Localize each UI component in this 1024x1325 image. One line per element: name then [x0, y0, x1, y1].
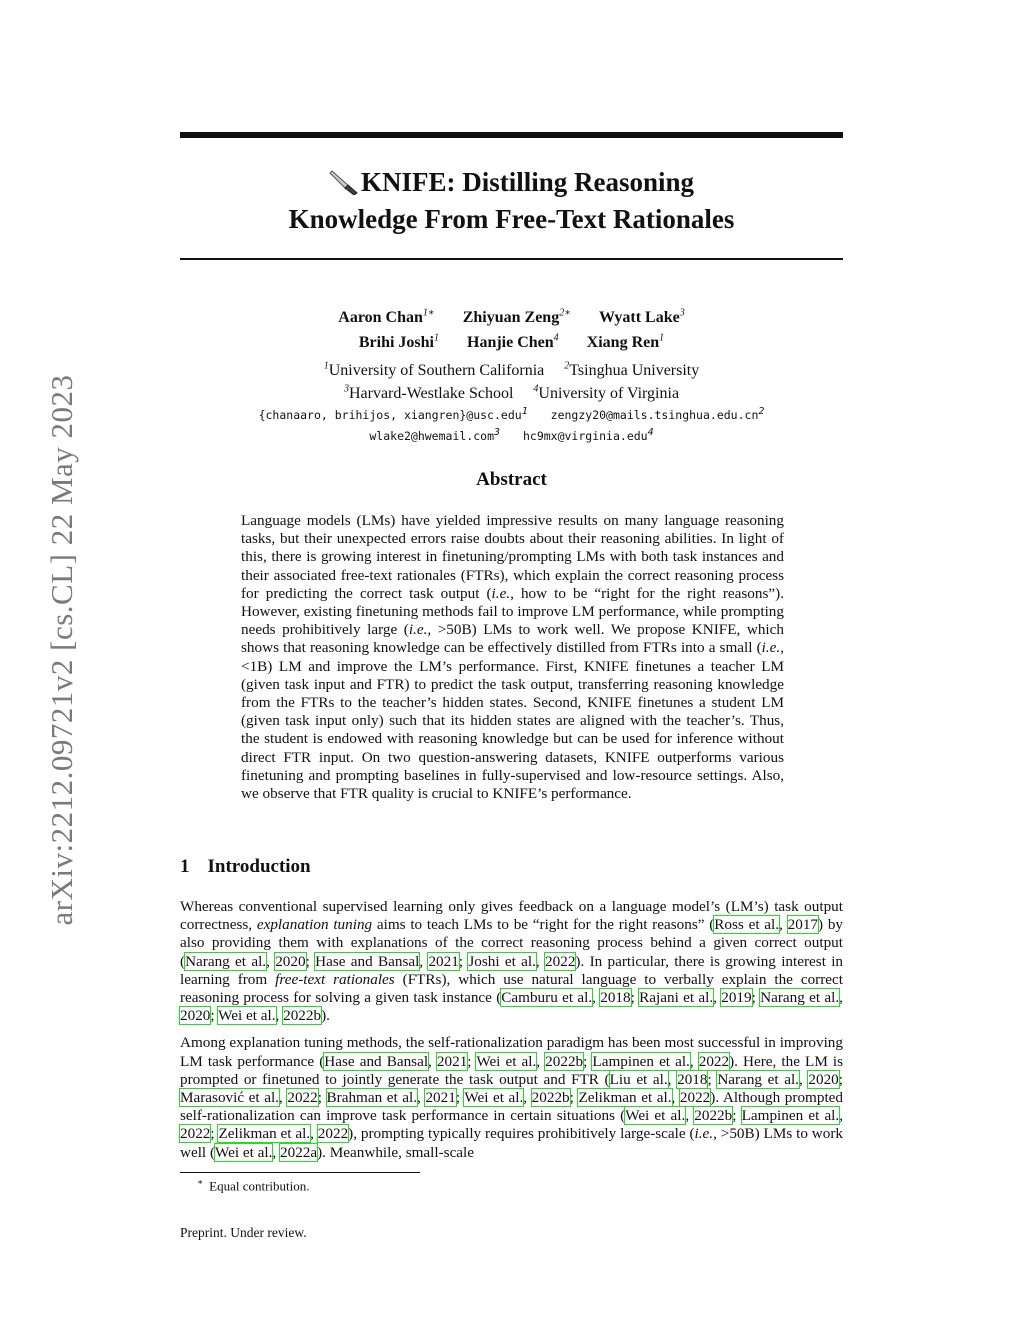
- introduction-body: [180, 898, 843, 1171]
- title-line-1: KNIFE: Distilling Reasoning: [360, 167, 695, 197]
- email: {chanaaro, brihijos, xiangren}@usc.edu$^1$: [258, 406, 528, 423]
- affiliation: $^4$University of Virginia: [533, 383, 680, 403]
- emails-row-1: [180, 403, 843, 424]
- citation-link[interactable]: Wei et al.: [464, 1089, 524, 1107]
- citation-link[interactable]: 2018: [677, 1070, 708, 1088]
- citation-link[interactable]: 2022b: [545, 1052, 584, 1070]
- abstract-text: Language models (LMs) have yielded impressive results on many language reasoning tasks, but their unexpected errors raise doubts about their reasoning abilities. In light of this, there is growing interest in finetuning/prompting LMs with both task instances and their associated free-text rationales (FTRs), which explain the correct reasoning process for predicting the correct task output (i.e., how to be “right for the right reasons”). However, existing finetuning methods fail to improve LM performance, while prompting needs prohibitively large (i.e., >50B) LMs to work well. We propose KNIFE, which shows that reasoning knowledge can be effectively distilled from FTRs into a small (i.e., <1B) LM and improve the LM’s performance. First, KNIFE finetunes a teacher LM (given task input and FTR) to predict the task output, transferring reasoning knowledge from the FTRs to the teacher’s hidden states. Second, KNIFE finetunes a student LM (given task input only) such that its hidden states are aligned with the teacher’s. Thus, the student is endowed with reasoning knowledge but can be used for inference without direct FTR input. On two question-answering datasets, KNIFE outperforms various finetuning and prompting baselines in fully-supervised and low-resource settings. Also, we observe that FTR quality is crucial to KNIFE’s performance.: [241, 512, 785, 803]
- citation-link[interactable]: Liu et al.: [609, 1070, 668, 1088]
- citation-link[interactable]: Zelikman et al.: [218, 1125, 311, 1143]
- affiliations-row-1: [180, 357, 843, 380]
- affiliation: $^3$Harvard-Westlake School: [343, 383, 514, 403]
- author-block: [180, 304, 843, 445]
- citation-link[interactable]: 2021: [428, 952, 459, 970]
- citation-link[interactable]: 2019: [721, 989, 752, 1007]
- author: Brihi Joshi$^1$: [358, 332, 439, 351]
- author: Zhiyuan Zeng$^{2∗}$: [462, 308, 571, 327]
- emails-row-2: [180, 424, 843, 445]
- citation-link[interactable]: Hase and Bansal: [324, 1052, 429, 1070]
- citation-link[interactable]: 2021: [425, 1089, 456, 1107]
- citation-link[interactable]: 2022a: [280, 1143, 318, 1161]
- citation-link[interactable]: Zelikman et al.: [578, 1089, 672, 1107]
- citation-link[interactable]: Marasović et al.: [180, 1089, 279, 1107]
- author: Wyatt Lake$^3$: [598, 308, 685, 327]
- citation-link[interactable]: 2022: [545, 952, 576, 970]
- citation-link[interactable]: 2018: [600, 989, 631, 1007]
- citation-link[interactable]: 2022: [698, 1052, 730, 1070]
- author-names-row-2: [180, 328, 843, 352]
- intro-paragraph-2: Among explanation tuning methods, the self-rationalization paradigm has been most successful in improving LM task performance (Hase and Bansal, 2021; Wei et al., 2022b; Lampinen et al., 2022). Here, the LM is prompted or finetuned to jointly generate the task output and FTR (Liu et al., 2018; Narang et al., 2020; Marasović et al., 2022; Brahman et al., 2021; Wei et al., 2022b; Zelikman et al., 2022). Although prompted self-rationalization can improve task performance in certain situations (Wei et al., 2022b; Lampinen et al., 2022; Zelikman et al., 2022), prompting typically requires prohibitively large-scale (i.e., >50B) LMs to work well (Wei et al., 2022a). Meanwhile, small-scale: [180, 1034, 844, 1161]
- citation-link[interactable]: Wei et al.: [476, 1052, 537, 1070]
- email: hc9mx@virginia.edu$^4$: [522, 427, 654, 443]
- title-rule-top: [180, 132, 843, 138]
- footnote-rule: [180, 1172, 420, 1173]
- citation-link[interactable]: 2022b: [283, 1007, 322, 1025]
- citation-link[interactable]: 2021: [436, 1052, 468, 1070]
- author-names-row-1: [180, 304, 843, 328]
- citation-link[interactable]: 2022: [679, 1089, 711, 1107]
- citation-link[interactable]: Rajani et al.: [639, 989, 714, 1007]
- citation-link[interactable]: Ross et al.: [714, 916, 780, 934]
- abstract-heading: Abstract: [476, 469, 547, 490]
- citation-link[interactable]: Hase and Bansal: [315, 952, 420, 970]
- citation-link[interactable]: 2022: [287, 1089, 318, 1107]
- title-rule-bottom: [180, 258, 843, 260]
- citation-link[interactable]: Brahman et al.: [326, 1089, 418, 1107]
- citation-link[interactable]: Narang et al.: [185, 952, 267, 970]
- title-line-2: Knowledge From Free-Text Rationales: [288, 204, 735, 234]
- citation-link[interactable]: Joshi et al.: [468, 952, 536, 970]
- paper-title: [180, 166, 843, 236]
- section-heading-introduction: 1 Introduction: [180, 856, 311, 877]
- footer-preprint-note: Preprint. Under review.: [180, 1225, 307, 1240]
- citation-link[interactable]: Lampinen et al.: [592, 1052, 690, 1070]
- citation-link[interactable]: Wei et al.: [218, 1007, 276, 1025]
- intro-paragraph-1: Whereas conventional supervised learning only gives feedback on a language model’s (LM’s) task output correctness, explanation tuning aims to teach LMs to be “right for the right reasons” (Ross et al., 2017) by also providing them with explanations of the correct reasoning process behind a given correct output (Narang et al., 2020; Hase and Bansal, 2021; Joshi et al., 2022). In particular, there is growing interest in learning from free-text rationales (FTRs), which use natural language to verbally explain the correct reasoning process for solving a given task instance (Camburu et al., 2018; Rajani et al., 2019; Narang et al., 2020; Wei et al., 2022b).: [180, 898, 844, 1025]
- citation-link[interactable]: 2017: [787, 916, 819, 934]
- affiliation: $^2$Tsinghua University: [564, 360, 700, 379]
- citation-link[interactable]: 2022: [317, 1125, 349, 1143]
- citation-link[interactable]: Narang et al.: [760, 989, 840, 1007]
- knife-icon: [329, 169, 359, 203]
- citation-link[interactable]: Lampinen et al.: [741, 1107, 840, 1125]
- citation-link[interactable]: Camburu et al.: [501, 989, 593, 1007]
- citation-link[interactable]: 2022b: [694, 1107, 733, 1125]
- email: $zengzy20@mails.tsinghua.edu.cn^2$: [550, 406, 765, 423]
- citation-link[interactable]: Narang et al.: [717, 1070, 799, 1088]
- citation-link[interactable]: 2020: [180, 1007, 211, 1025]
- author: Aaron Chan$^{1∗}$: [338, 308, 435, 327]
- arxiv-stamp: arXiv:2212.09721v2 [cs.CL] 22 May 2023: [44, 374, 79, 926]
- citation-link[interactable]: Wei et al.: [215, 1143, 273, 1161]
- citation-link[interactable]: 2020: [808, 1070, 839, 1088]
- affiliations-row-2: [180, 380, 843, 403]
- footnote: ∗ Equal contribution.: [197, 1177, 310, 1194]
- citation-link[interactable]: 2022: [180, 1125, 211, 1143]
- citation-link[interactable]: 2022b: [531, 1089, 570, 1107]
- author: Xiang Ren$^1$: [586, 332, 665, 351]
- email: wlake2@hwemail.com$^3$: [369, 427, 501, 443]
- author: Hanjie Chen$^4$: [467, 332, 559, 351]
- citation-link[interactable]: 2020: [275, 952, 306, 970]
- citation-link[interactable]: Wei et al.: [625, 1107, 686, 1125]
- affiliation: $^1$University of Southern California: [323, 360, 545, 379]
